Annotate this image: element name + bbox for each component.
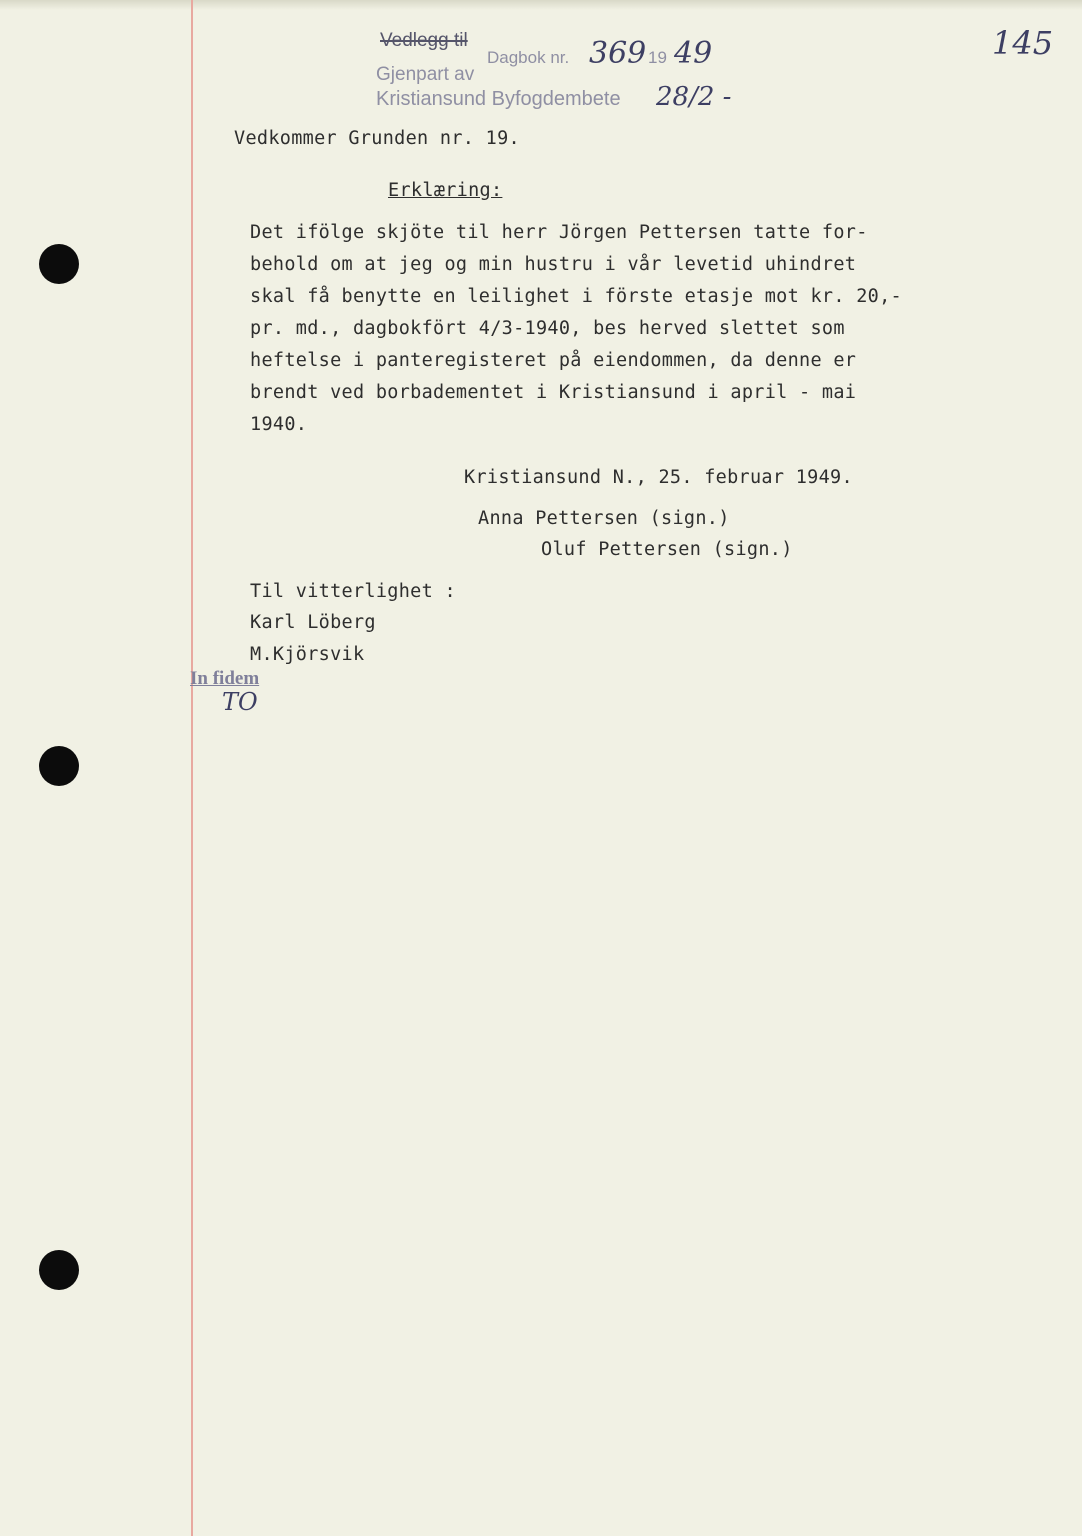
body-line: pr. md., dagbokfört 4/3-1940, bes herved slettet som (250, 318, 845, 339)
dagbok-year: 49 (674, 36, 713, 71)
certification-initials: TO (222, 688, 258, 716)
body-line: heftelse i panteregisteret på eiendommen, da denne er (250, 350, 857, 371)
punch-hole-top (39, 244, 79, 284)
punch-hole-middle (39, 746, 79, 786)
stamp-copy-line: Gjenpart av (376, 64, 475, 85)
witness-heading: Til vitterlighet : (250, 581, 456, 602)
body-line: behold om at jeg og min hustru i vår levetid uhindret (250, 254, 857, 275)
signature-line: Anna Pettersen (sign.) (478, 508, 730, 529)
margin-line (191, 0, 193, 1536)
body-line: brendt ved borbadementet i Kristiansund i april - mai (250, 382, 857, 403)
in-fidem-stamp: In fidem (190, 668, 260, 689)
signature-line: Oluf Pettersen (sign.) (541, 539, 793, 560)
witness-line: M.Kjörsvik (250, 644, 365, 665)
stamp-office-line: Kristiansund Byfogdembete (376, 88, 621, 110)
punch-hole-bottom (39, 1250, 79, 1290)
place-date: Kristiansund N., 25. februar 1949. (464, 467, 853, 488)
stamp-year-prefix: 19 (648, 48, 667, 67)
body-line: Det ifölge skjöte til herr Jörgen Pettersen tatte for- (250, 222, 868, 243)
dagbok-number: 369 (589, 36, 647, 71)
document-heading: Erklæring: (388, 180, 503, 201)
stamp-dagbok-label: Dagbok nr. (487, 48, 570, 67)
page-top-edge (0, 0, 1082, 10)
stamp-date: 28/2 - (656, 82, 732, 112)
stamp-struck-line: Vedlegg til (380, 30, 468, 51)
body-line: 1940. (250, 414, 308, 435)
document-reference: Vedkommer Grunden nr. 19. (234, 128, 520, 149)
page-number: 145 (992, 24, 1054, 62)
body-line: skal få benytte en leilighet i förste etasje mot kr. 20,- (250, 286, 902, 307)
witness-line: Karl Löberg (250, 612, 376, 633)
